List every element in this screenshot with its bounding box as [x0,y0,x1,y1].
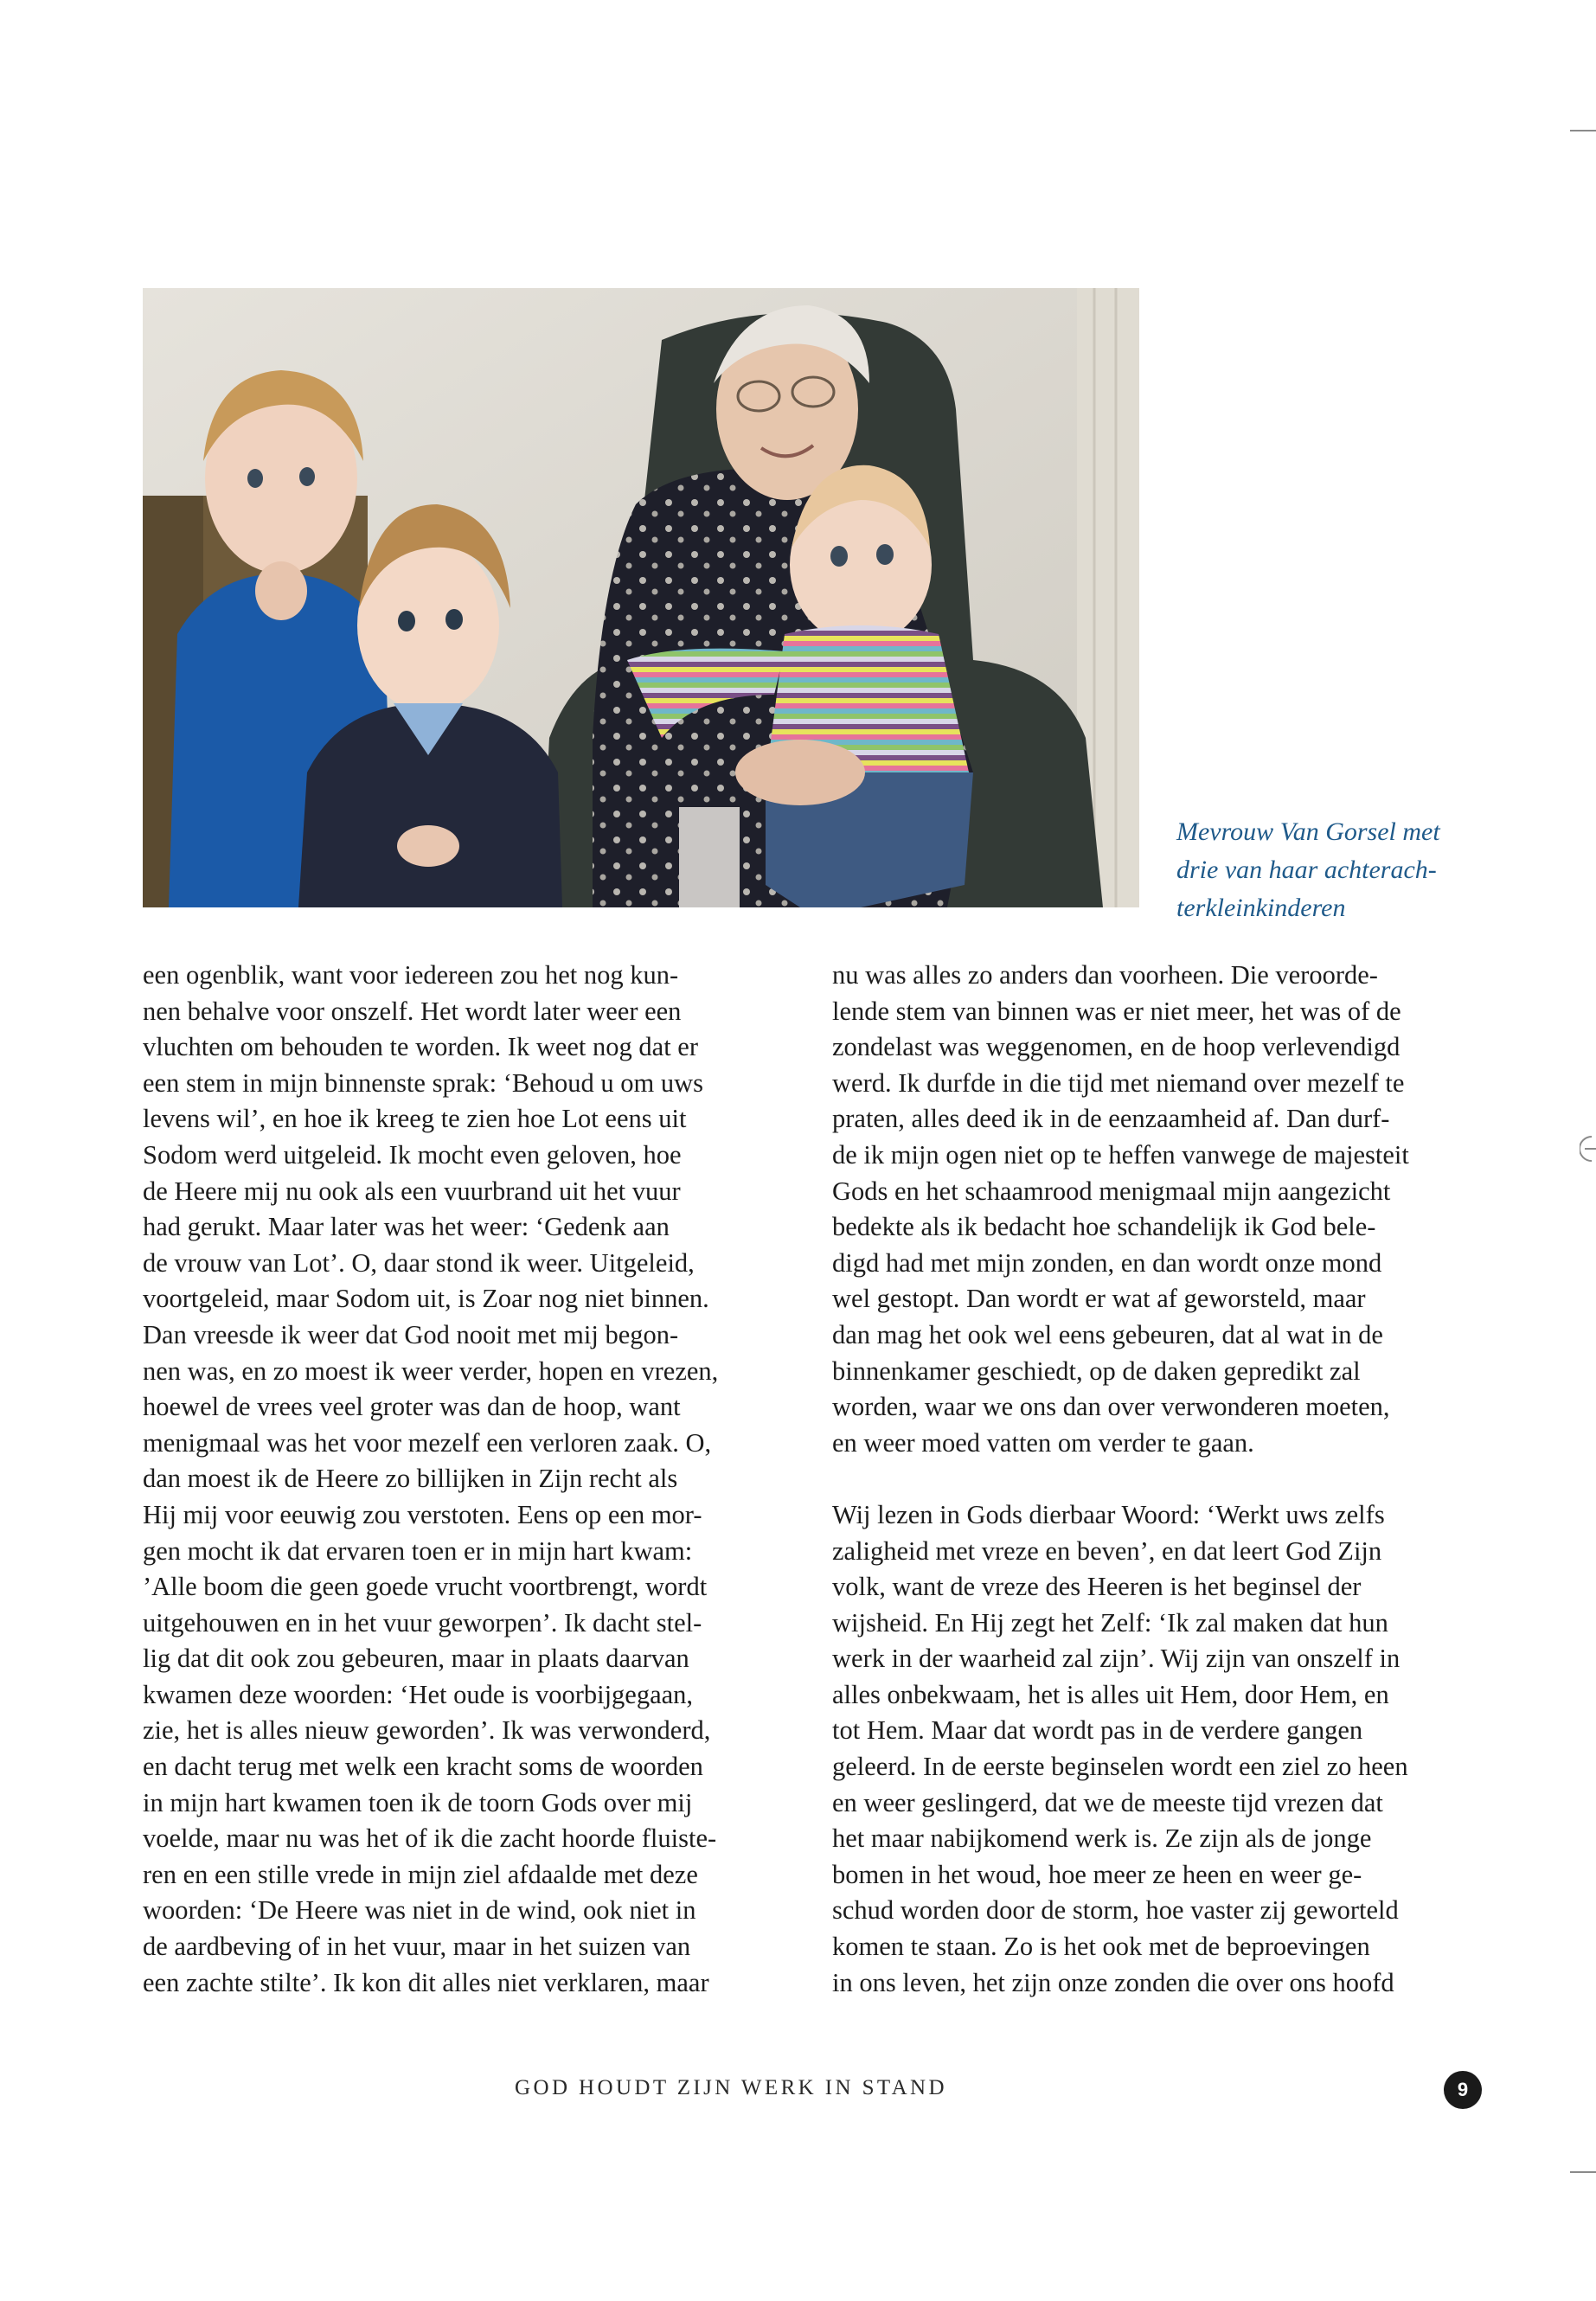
text-line: Hij mij voor eeuwig zou verstoten. Eens op een mor- [143,1499,702,1529]
text-line: nen behalve voor onszelf. Het wordt later weer een [143,996,682,1026]
text-line: een stem in mijn binnenste sprak: ‘Behoud u om uws [143,1067,704,1098]
text-line: praten, alles deed ik in de eenzaamheid af. Dan durf- [832,1104,1390,1134]
text-line: levens wil’, en hoe ik kreeg te zien hoe Lot eens uit [143,1104,687,1134]
text-line: voortgeleid, maar Sodom uit, is Zoar nog niet binnen. [143,1284,709,1314]
crop-mark [1570,130,1596,131]
text-line: tot Hem. Maar dat wordt pas in de verdere gangen [832,1715,1363,1746]
text-line: wel gestopt. Dan wordt er wat af geworsteld, maar [832,1284,1366,1314]
text-line: binnenkamer geschiedt, op de daken gepredikt zal [832,1356,1361,1386]
running-footer: GOD HOUDT ZIJN WERK IN STAND [515,2076,947,2099]
text-line: in ons leven, het zijn onze zonden die over ons hoofd [832,1967,1394,1997]
photo-caption [1176,813,1557,927]
text-line: zaligheid met vreze en beven’, en dat leert God Zijn [832,1535,1382,1566]
text-line: worden, waar we ons dan over verwonderen moeten, [832,1392,1390,1422]
text-line: Sodom werd uitgeleid. Ik mocht even geloven, hoe [143,1139,682,1170]
text-line: volk, want de vreze des Heeren is het beginsel der [832,1572,1362,1602]
photo-illustration [143,288,1139,907]
text-line: hoewel de vrees veel groter was dan de hoop, want [143,1392,681,1422]
text-line: dan mag het ook wel eens gebeuren, dat al wat in de [832,1319,1383,1349]
text-line: en weer moed vatten om verder te gaan. [832,1427,1254,1458]
text-line: in mijn hart kwamen toen ik de toorn Gods over mij [143,1787,693,1817]
text-line: bedekte als ik bedacht hoe schandelijk ik God bele- [832,1212,1376,1242]
text-line: en weer geslingerd, dat we de meeste tijd vrezen dat [832,1787,1383,1817]
text-line: woorden: ‘De Heere was niet in de wind, ook niet in [143,1895,696,1926]
registration-mark-icon [1580,1133,1596,1164]
text-line: en dacht terug met welk een kracht soms de woorden [143,1752,703,1782]
text-line: alles onbekwaam, het is alles uit Hem, door Hem, en [832,1679,1389,1709]
caption-line: drie van haar achterach- [1176,856,1437,884]
text-line: vluchten om behouden te worden. Ik weet nog dat er [143,1032,698,1062]
text-line: de Heere mij nu ook als een vuurbrand uit het vuur [143,1176,681,1206]
body-column-left [143,958,800,2001]
text-line: komen te staan. Zo is het ook met de beproevingen [832,1932,1370,1962]
family-photo [143,288,1139,907]
text-line: Wij lezen in Gods dierbaar Woord: ‘Werkt uws zelfs [832,1499,1385,1529]
caption-line: terkleinkinderen [1176,894,1346,922]
text-line: de ik mijn ogen niet op te heffen vanwege de majesteit [832,1139,1409,1170]
text-line: zondelast was weggenomen, en de hoop verlevendigd [832,1032,1401,1062]
text-line: een zachte stilte’. Ik kon dit alles niet verklaren, maar [143,1967,709,1997]
text-line: gen mocht ik dat ervaren toen er in mijn hart kwam: [143,1535,693,1566]
text-line: lende stem van binnen was er niet meer, het was of de [832,996,1401,1026]
text-line: schud worden door de storm, hoe vaster zij geworteld [832,1895,1399,1926]
text-line: Gods en het schaamrood menigmaal mijn aangezicht [832,1176,1391,1206]
text-line: dan moest ik de Heere zo billijken in Zijn recht als [143,1464,678,1494]
text-line: zie, het is alles nieuw geworden’. Ik was verwonderd, [143,1715,711,1746]
page-number-badge: 9 [1444,2071,1482,2109]
text-line: Dan vreesde ik weer dat God nooit met mij begon- [143,1319,679,1349]
text-line: de aardbeving of in het vuur, maar in het suizen van [143,1932,691,1962]
text-line: voelde, maar nu was het of ik die zacht hoorde fluiste- [143,1823,717,1854]
text-line: had gerukt. Maar later was het weer: ‘Gedenk aan [143,1212,670,1242]
text-line: lig dat dit ook zou gebeuren, maar in plaats daarvan [143,1644,689,1674]
paragraph-gap [832,1461,1490,1497]
text-line: bomen in het woud, hoe meer ze heen en weer ge- [832,1859,1362,1889]
crop-mark [1570,2171,1596,2173]
text-line: nen was, en zo moest ik weer verder, hopen en vrezen, [143,1356,719,1386]
text-line: nu was alles zo anders dan voorheen. Die veroorde- [832,960,1378,990]
text-line: ren en een stille vrede in mijn ziel afdaalde met deze [143,1859,698,1889]
text-line: werk in der waarheid zal zijn’. Wij zijn van onszelf in [832,1644,1401,1674]
text-line: het maar nabijkomend werk is. Ze zijn als de jonge [832,1823,1372,1854]
text-line: werd. Ik durfde in die tijd met niemand over mezelf te [832,1067,1405,1098]
text-line: kwamen deze woorden: ‘Het oude is voorbijgegaan, [143,1679,694,1709]
caption-line: Mevrouw Van Gorsel met [1176,817,1440,846]
text-line: geleerd. In de eerste beginselen wordt een ziel zo heen [832,1752,1408,1782]
text-line: menigmaal was het voor mezelf een verloren zaak. O, [143,1427,712,1458]
text-line: uitgehouwen en in het vuur geworpen’. Ik dacht stel- [143,1607,702,1638]
body-column-right [832,958,1490,2001]
text-line: ’Alle boom die geen goede vrucht voortbrengt, wordt [143,1572,708,1602]
text-line: de vrouw van Lot’. O, daar stond ik weer. Uitgeleid, [143,1247,695,1278]
text-line: wijsheid. En Hij zegt het Zelf: ‘Ik zal maken dat hun [832,1607,1388,1638]
text-line: een ogenblik, want voor iedereen zou het nog kun- [143,960,679,990]
text-line: digd had met mijn zonden, en dan wordt onze mond [832,1247,1382,1278]
